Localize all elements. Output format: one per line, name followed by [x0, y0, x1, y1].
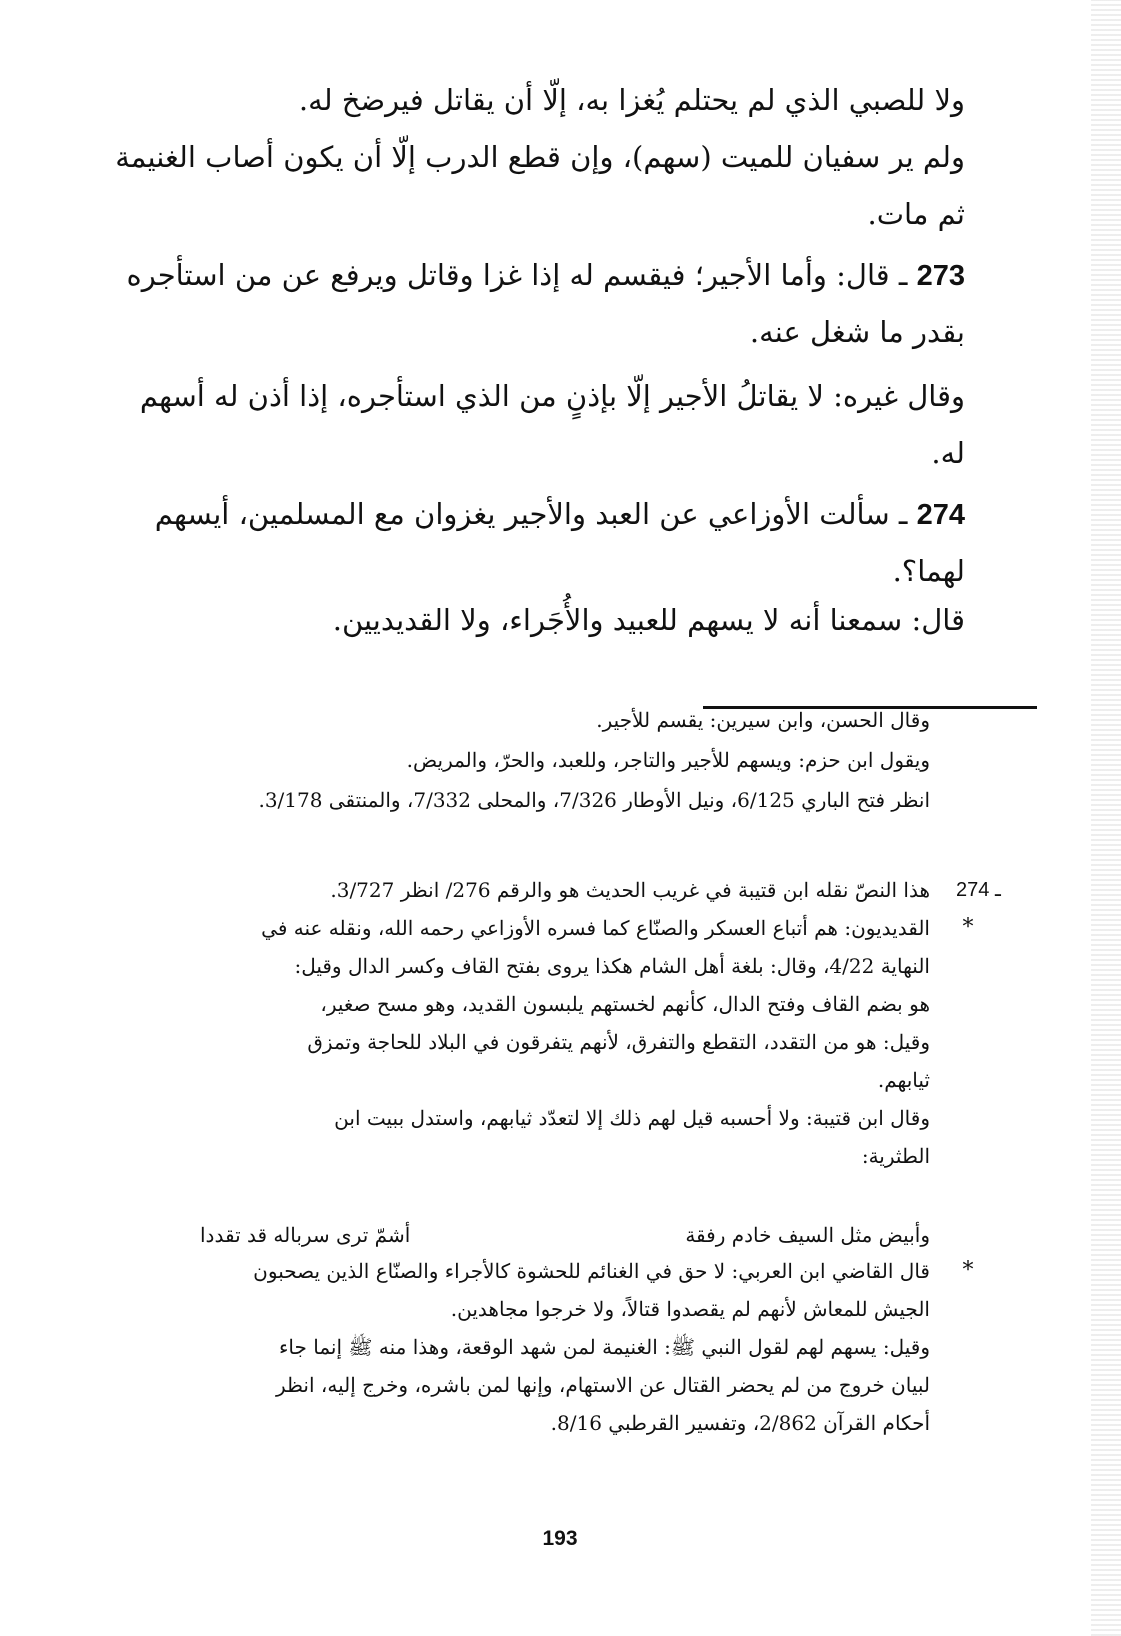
footnote-line: وقال الحسن، وابن سيرين: يقسم للأجير. — [596, 708, 930, 732]
page-number: 193 — [542, 1527, 578, 1550]
paragraph-273 — [126, 255, 965, 296]
main-line: ثم مات. — [867, 197, 965, 231]
scan-edge-texture — [1091, 0, 1121, 1636]
footnote-line: النهاية 4/22، وقال: بلغة أهل الشام هكذا يروى بفتح القاف وكسر الدال وقيل: — [294, 954, 930, 978]
footnote-line: ثيابهم. — [877, 1068, 930, 1092]
paragraph-text: ـ قال: وأما الأجير؛ فيقسم له إذا غزا وقاتل ويرفع عن من استأجره — [126, 258, 908, 292]
footnote-star: * — [962, 915, 974, 940]
footnote-line: وقيل: هو من التقدد، التقطع والتفرق، لأنهم يتفرقون في البلاد للحاجة وتمزق — [307, 1030, 930, 1054]
footnote-star: * — [962, 1258, 974, 1283]
footnote-number: 274 ـ — [956, 879, 1001, 901]
footnote-line: وقيل: يسهم لهم لقول النبي ﷺ: الغنيمة لمن شهد الوقعة، وهذا منه ﷺ إنما جاء — [279, 1335, 930, 1359]
footnote-line: قال القاضي ابن العربي: لا حق في الغنائم للحشوة كالأجراء والصنّاع الذين يصحبون — [253, 1259, 930, 1283]
main-line: بقدر ما شغل عنه. — [749, 315, 965, 349]
main-line: ولا للصبي الذي لم يحتلم يُغزا به، إلّا أن يقاتل فيرضخ له. — [298, 83, 965, 117]
paragraph-274 — [155, 494, 965, 535]
footnote-line: هذا النصّ نقله ابن قتيبة في غريب الحديث هو والرقم 276/ انظر 3/727. — [330, 878, 930, 902]
poetry-verse — [175, 1217, 930, 1253]
footnote-line: هو بضم القاف وفتح الدال، كأنهم لخستهم يلبسون القديد، وهو مسح صغير، — [320, 992, 930, 1016]
footnote-line: القديديون: هم أتباع العسكر والصنّاع كما فسره الأوزاعي رحمه الله، ونقله عنه في — [261, 916, 930, 940]
main-line: لهما؟. — [892, 554, 965, 588]
paragraph-text: ـ سألت الأوزاعي عن العبد والأجير يغزوان مع المسلمين، أيسهم — [154, 497, 908, 531]
main-line: وقال غيره: لا يقاتلُ الأجير إلّا بإذنٍ من الذي استأجره، إذا أذن له أسهم — [139, 379, 965, 413]
main-line: له. — [931, 436, 965, 470]
footnote-line: الطثرية: — [861, 1144, 930, 1168]
footnote-line: انظر فتح الباري 6/125، ونيل الأوطار 7/326، والمحلى 7/332، والمنتقى 3/178. — [258, 788, 930, 812]
footnote-line: ويقول ابن حزم: ويسهم للأجير والتاجر، وللعبد، والحرّ، والمريض. — [406, 748, 930, 772]
paragraph-number: 274 — [916, 499, 965, 531]
footnote-line: لبيان خروج من لم يحضر القتال عن الاستهام، وإنها لمن باشره، وخرج إليه، انظر — [275, 1373, 930, 1397]
paragraph-number: 273 — [916, 260, 965, 292]
footnote-line: الجيش للمعاش لأنهم لم يقصدوا قتالاً، ولا خرجوا مجاهدين. — [450, 1297, 930, 1321]
verse-first-hemistich: وأبيض مثل السيف خادم رفقة — [685, 1223, 930, 1247]
main-line: قال: سمعنا أنه لا يسهم للعبيد والأُجَراء، ولا القديديين. — [332, 603, 965, 637]
footnote-line: أحكام القرآن 2/862، وتفسير القرطبي 8/16. — [550, 1411, 930, 1435]
verse-second-hemistich: أشمّ ترى سرباله قد تقددا — [200, 1223, 411, 1247]
footnote-line: وقال ابن قتيبة: ولا أحسبه قيل لهم ذلك إلا لتعدّد ثيابهم، واستدل ببيت ابن — [334, 1106, 930, 1130]
main-line: ولم ير سفيان للميت (سهم)، وإن قطع الدرب إلّا أن يكون أصاب الغنيمة — [115, 140, 965, 174]
